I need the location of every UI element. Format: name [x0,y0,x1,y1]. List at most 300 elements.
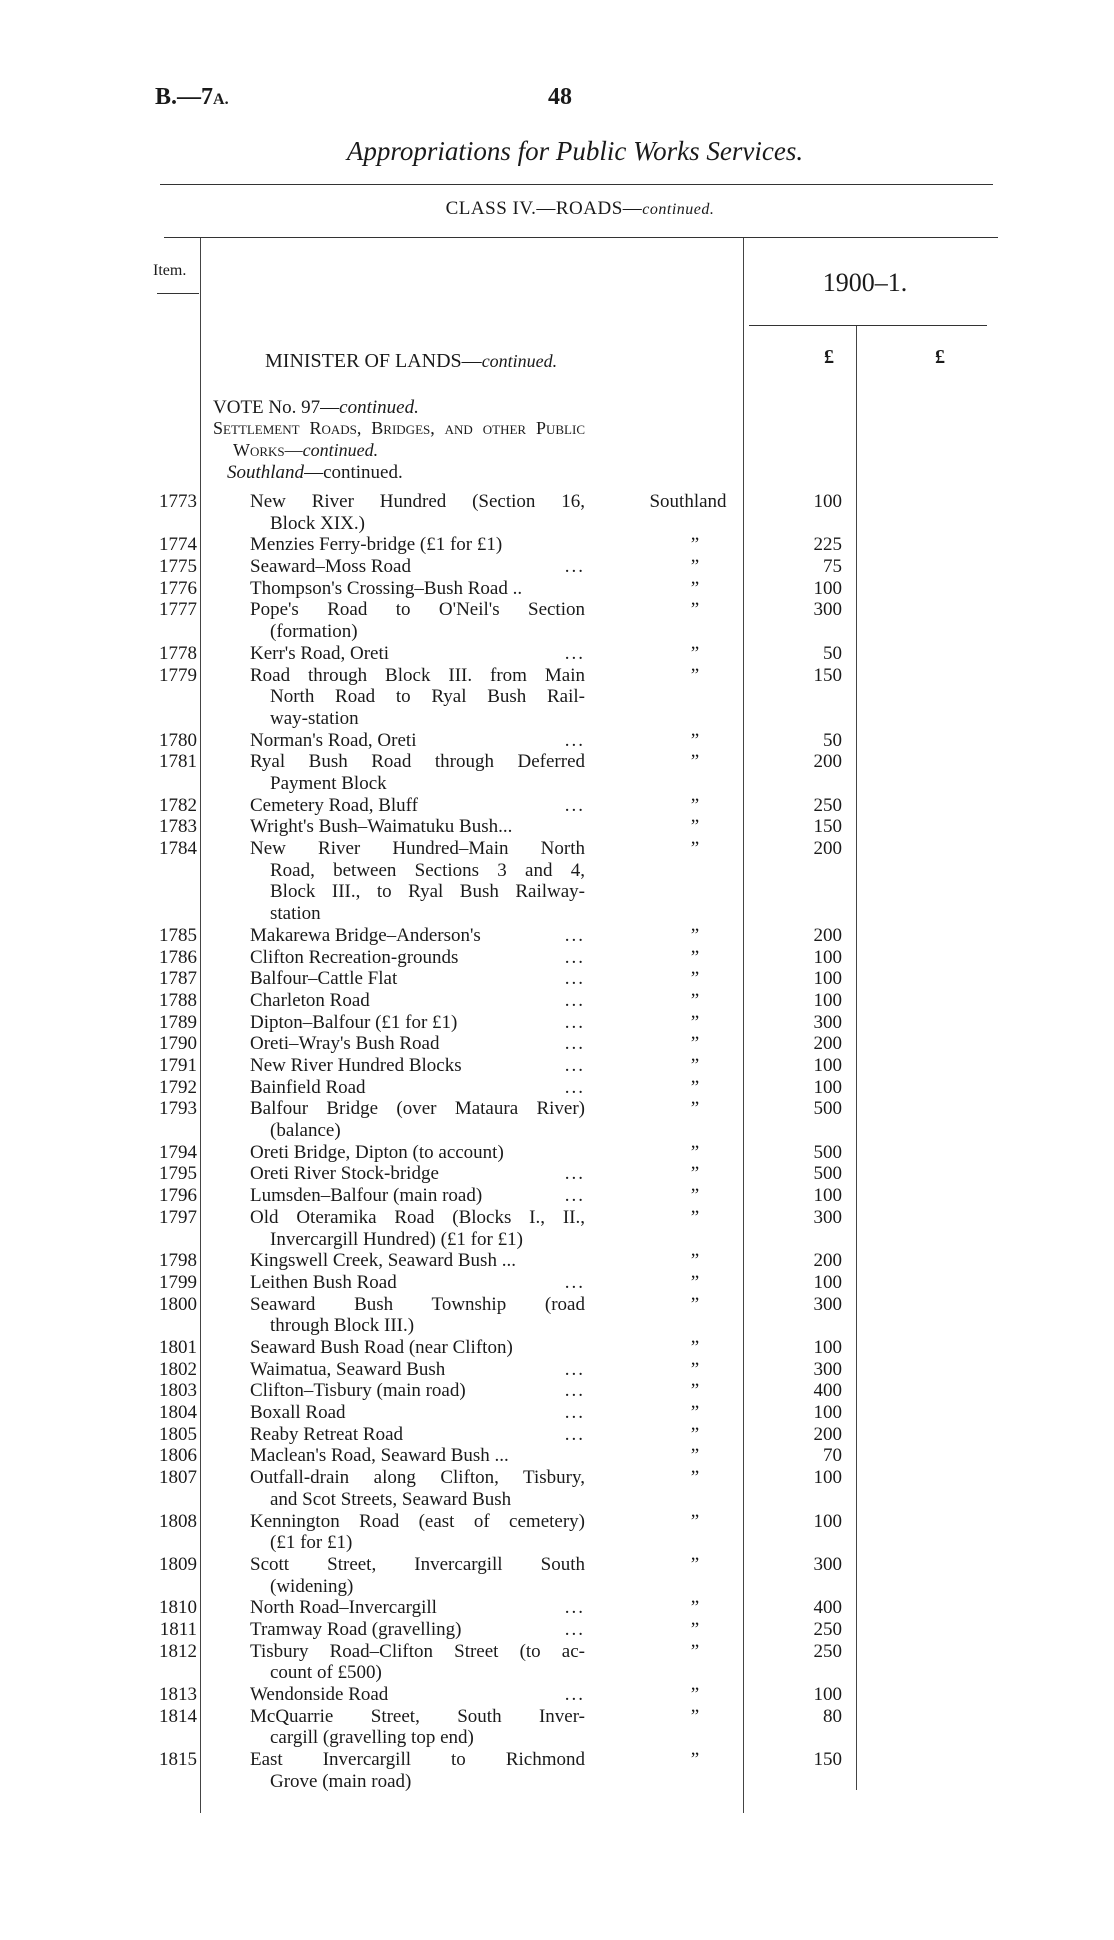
item-description [250,990,585,1012]
table-row [0,1641,1114,1684]
amount-1900-1: 150 [813,816,842,838]
class-title-suffix: continued. [642,201,715,218]
description-line: Seaward Bush Township (road [250,1293,585,1315]
item-column-header: Item. [153,262,187,279]
item-number: 1794 [159,1141,197,1163]
description-line: Old Oteramika Road (Blocks I., II., [250,1206,585,1228]
amount-1900-1: 300 [813,1011,842,1033]
amount-1900-1: 100 [813,1510,842,1532]
description-line: North Road–Invercargill [250,1597,437,1619]
description-line: New River Hundred–Main North [250,838,585,860]
table-row [0,556,1114,578]
table-row [0,534,1114,556]
page-title: Appropriations for Public Works Services. [346,136,804,166]
item-description [250,947,585,969]
item-number: 1795 [159,1163,197,1185]
table-row [0,730,1114,752]
item-description [250,795,585,817]
item-number: 1805 [159,1423,197,1445]
item-description [250,556,585,578]
item-description [250,643,585,665]
table-row [0,1597,1114,1619]
item-description [250,1033,585,1055]
item-number: 1782 [159,794,197,816]
item-number: 1813 [159,1684,197,1706]
table-row [0,1185,1114,1207]
county-name: ” [690,1011,700,1033]
document-code-suffix: A. [213,91,229,108]
item-description [250,925,585,947]
county-name: ” [690,1705,700,1727]
table-row [0,751,1114,794]
description-line: Seaward Bush Road (near Clifton) [250,1336,513,1358]
item-description [250,599,585,642]
table-row [0,643,1114,665]
description-line: Menzies Ferry-bridge (£1 for £1) [250,534,503,556]
description-line: Oreti–Wray's Bush Road [250,1033,440,1055]
amount-1900-1: 300 [813,1358,842,1380]
description-line: and Scot Streets, Seaward Bush [270,1488,512,1510]
description-line: Oreti Bridge, Dipton (to account) [250,1141,504,1163]
county-name: ” [690,1076,700,1098]
subhead-line-2-main: Works— [233,439,303,460]
description-line: Kerr's Road, Oreti [250,642,390,664]
item-description [250,1554,585,1597]
county-name: ” [690,534,700,556]
amount-1900-1: 300 [813,599,842,621]
description-line: Leithen Bush Road [250,1271,397,1293]
table-row [0,1337,1114,1359]
county-name: ” [690,794,700,816]
item-description [250,816,585,838]
leader-dots: ... [564,946,585,968]
county-name: ” [690,1597,700,1619]
item-description [250,1511,585,1554]
amount-1900-1: 100 [813,1467,842,1489]
table-row [0,1554,1114,1597]
description-line: Thompson's Crossing–Bush Road .. [250,577,523,599]
county-name: ” [690,642,700,664]
county-name: ” [690,968,700,990]
item-description [250,968,585,990]
leader-dots: ... [564,1033,585,1055]
item-description [250,1098,585,1141]
title-rule [160,184,993,185]
description-line: Wright's Bush–Waimatuku Bush... [250,816,513,838]
item-description [250,730,585,752]
amount-1900-1: 150 [813,664,842,686]
minister-heading-suffix: continued. [481,351,558,371]
amount-1900-1: 100 [813,968,842,990]
subhead-line-1: Settlement Roads, Bridges, and other Public [213,418,585,438]
description-line: Invercargill Hundred) (£1 for £1) [270,1228,523,1250]
item-description [250,578,585,600]
county-name: ” [690,1336,700,1358]
county-name: ” [690,838,700,860]
table-row [0,1402,1114,1424]
description-line: Cemetery Road, Bluff [250,794,418,816]
description-line: Kennington Road (east of cemetery) [250,1510,585,1532]
amount-1900-1: 500 [813,1098,842,1120]
item-number: 1788 [159,989,197,1011]
leader-dots: ... [564,1423,585,1445]
table-row [0,1272,1114,1294]
county-name: ” [690,1380,700,1402]
item-number: 1800 [159,1293,197,1315]
class-title-main: CLASS IV.—ROADS— [445,198,643,219]
minister-heading-main: MINISTER OF LANDS— [265,350,482,372]
county-name: ” [690,1445,700,1467]
table-row [0,1077,1114,1099]
table-row [0,1098,1114,1141]
table-row [0,968,1114,990]
leader-dots: ... [564,968,585,990]
amount-1900-1: 100 [813,1055,842,1076]
county-name: ” [690,1185,700,1207]
item-number: 1784 [159,838,197,860]
item-number: 1793 [159,1098,197,1120]
county-name: ” [690,946,700,968]
item-description [250,1424,585,1446]
description-line: Kingswell Creek, Seaward Bush ... [250,1250,516,1272]
item-number: 1775 [159,556,197,578]
item-number: 1781 [159,751,197,773]
county-name: ” [690,1271,700,1293]
item-description [250,534,585,556]
table-row [0,491,1114,534]
item-number: 1792 [159,1076,197,1098]
amount-1900-1: 200 [813,1033,842,1055]
county-name: ” [690,751,700,773]
table-row [0,925,1114,947]
amount-1900-1: 100 [813,1336,842,1358]
county-name: ” [690,1055,700,1076]
item-description [250,838,585,925]
description-line: Charleton Road [250,989,370,1011]
table-row [0,1684,1114,1706]
description-line: New River Hundred (Section 16, [250,491,585,512]
county-name: ” [690,1206,700,1228]
county-name: ” [690,577,700,599]
amount-1900-1: 100 [813,1271,842,1293]
amount-1900-1: 75 [823,556,842,578]
description-line: (formation) [270,621,358,643]
item-number: 1807 [159,1467,197,1489]
page-number: 48 [548,84,572,110]
item-number: 1804 [159,1402,197,1424]
amount-1900-1: 100 [813,491,842,512]
leader-dots: ... [564,794,585,816]
description-line: Lumsden–Balfour (main road) [250,1185,483,1207]
table-row [0,1033,1114,1055]
leader-dots: ... [564,729,585,751]
description-line: Balfour Bridge (over Mataura River) [250,1098,585,1120]
table-row [0,665,1114,730]
description-line: Road, between Sections 3 and 4, [270,859,585,881]
amount-1900-1: 250 [813,794,842,816]
leader-dots: ... [564,1185,585,1207]
item-description [250,1445,585,1467]
county-name: ” [690,924,700,946]
item-number: 1808 [159,1510,197,1532]
description-line: Pope's Road to O'Neil's Section [250,599,585,621]
county-name: ” [690,816,700,838]
description-line: Tramway Road (gravelling) [250,1618,462,1640]
item-description [250,1337,585,1359]
subhead-line-2 [213,440,585,462]
table-row [0,1012,1114,1034]
item-number: 1796 [159,1185,197,1207]
county-name: ” [690,1618,700,1640]
item-number: 1799 [159,1271,197,1293]
minister-heading [265,350,557,373]
amount-1900-1: 200 [813,751,842,773]
item-number: 1809 [159,1553,197,1575]
description-line: Dipton–Balfour (£1 for £1) [250,1011,458,1033]
item-number: 1811 [159,1618,197,1640]
amount-1900-1: 200 [813,924,842,946]
table-row [0,1359,1114,1381]
description-line: Outfall-drain along Clifton, Tisbury, [250,1467,585,1489]
item-number: 1798 [159,1250,197,1272]
item-description [250,1055,585,1077]
table-row [0,1250,1114,1272]
description-line: Maclean's Road, Seaward Bush ... [250,1445,509,1467]
table-row [0,599,1114,642]
description-line: through Block III.) [270,1315,415,1337]
item-number: 1787 [159,968,197,990]
county-name: ” [690,599,700,621]
county-name: ” [690,1358,700,1380]
item-description [250,1684,585,1706]
description-line: count of £500) [270,1662,382,1684]
amount-1900-1: 225 [813,534,842,556]
amount-1900-1: 100 [813,1185,842,1207]
item-description [250,751,585,794]
vote-heading [213,397,419,419]
item-description [250,1706,585,1749]
county-name: ” [690,664,700,686]
county-name: ” [690,1293,700,1315]
description-line: Road through Block III. from Main [250,664,585,686]
leader-dots: ... [564,1597,585,1619]
item-number: 1810 [159,1597,197,1619]
amount-1900-1: 100 [813,577,842,599]
description-line: Seaward–Moss Road [250,556,411,578]
description-line: cargill (gravelling top end) [270,1727,474,1749]
description-line: Norman's Road, Oreti [250,729,417,751]
item-description [250,1142,585,1164]
description-line: (balance) [270,1120,341,1142]
subhead [213,418,585,461]
description-line: Oreti River Stock-bridge [250,1163,439,1185]
description-line: Makarewa Bridge–Anderson's [250,924,481,946]
description-line: North Road to Ryal Bush Rail- [270,686,585,708]
county-name: ” [690,1467,700,1489]
item-description [250,665,585,730]
table-row [0,1207,1114,1250]
item-number: 1814 [159,1705,197,1727]
table-row [0,1511,1114,1554]
amount-1900-1: 100 [813,1684,842,1706]
item-description [250,491,585,534]
item-number: 1779 [159,664,197,686]
leader-dots: ... [564,1358,585,1380]
table-row [0,1163,1114,1185]
county-name: ” [690,1098,700,1120]
item-description [250,1250,585,1272]
table-row [0,1619,1114,1641]
county-name: ” [690,1250,700,1272]
item-number: 1786 [159,946,197,968]
table-row [0,795,1114,817]
amount-1900-1: 500 [813,1163,842,1185]
table-row [0,947,1114,969]
item-description [250,1207,585,1250]
amount-1900-1: 300 [813,1553,842,1575]
description-line: Clifton Recreation-grounds [250,946,459,968]
amount-1900-1: 400 [813,1380,842,1402]
table-row [0,1294,1114,1337]
table-row [0,578,1114,600]
leader-dots: ... [564,1402,585,1424]
amount-1900-1: 80 [823,1705,842,1727]
item-number: 1803 [159,1380,197,1402]
district-suffix: —continued. [304,462,403,483]
item-number: 1797 [159,1206,197,1228]
description-line: Ryal Bush Road through Deferred [250,751,585,773]
item-description [250,1380,585,1402]
county-name: ” [690,1684,700,1706]
description-line: Scott Street, Invercargill South [250,1553,585,1575]
county-name: ” [690,1423,700,1445]
item-number: 1801 [159,1336,197,1358]
leader-dots: ... [564,1618,585,1640]
description-line: Waimatua, Seaward Bush [250,1358,446,1380]
county-name: ” [690,1510,700,1532]
table-row [0,1424,1114,1446]
description-line: Bainfield Road [250,1076,366,1098]
item-number: 1776 [159,577,197,599]
amount-1900-1: 100 [813,989,842,1011]
description-line: New River Hundred Blocks [250,1055,462,1076]
currency-header-1: £ [824,346,834,368]
county-name: ” [690,1749,700,1771]
table-row [0,1749,1114,1792]
county-name: ” [690,729,700,751]
leader-dots: ... [564,556,585,578]
description-line: Reaby Retreat Road [250,1423,404,1445]
leader-dots: ... [564,989,585,1011]
item-description [250,1619,585,1641]
item-number: 1778 [159,642,197,664]
leader-dots: ... [564,1076,585,1098]
document-code-main: B.—7 [155,84,214,110]
item-description [250,1012,585,1034]
item-description [250,1641,585,1684]
amount-1900-1: 300 [813,1206,842,1228]
leader-dots: ... [564,1271,585,1293]
item-description [250,1402,585,1424]
table-row [0,1055,1114,1077]
item-description [250,1467,585,1510]
item-description [250,1749,585,1792]
county-name: ” [690,1163,700,1185]
item-description [250,1163,585,1185]
amount-1900-1: 200 [813,838,842,860]
subhead-suffix: continued. [302,439,379,460]
county-name: ” [690,989,700,1011]
county-name: ” [690,1141,700,1163]
item-number: 1780 [159,729,197,751]
county-name: ” [690,1033,700,1055]
description-line: Wendonside Road [250,1684,389,1706]
table-row [0,1445,1114,1467]
description-line: East Invercargill to Richmond [250,1749,585,1771]
description-line: Grove (main road) [270,1770,412,1792]
leader-dots: ... [564,924,585,946]
table-row [0,838,1114,925]
amount-1900-1: 400 [813,1597,842,1619]
amount-1900-1: 70 [823,1445,842,1467]
amount-1900-1: 150 [813,1749,842,1771]
description-line: Block III., to Ryal Bush Railway- [270,881,585,903]
vote-heading-main: VOTE No. 97— [213,397,340,418]
leader-dots: ... [564,1684,585,1706]
leader-dots: ... [564,642,585,664]
county-name: ” [690,1640,700,1662]
item-number: 1802 [159,1358,197,1380]
item-number: 1785 [159,924,197,946]
amount-1900-1: 50 [823,642,842,664]
amount-1900-1: 50 [823,729,842,751]
amount-1900-1: 300 [813,1293,842,1315]
description-line: way-station [270,707,359,729]
district-name: Southland [227,462,305,483]
table-row [0,816,1114,838]
description-line: Tisbury Road–Clifton Street (to ac- [250,1640,585,1662]
leader-dots: ... [564,1163,585,1185]
amount-1900-1: 100 [813,1402,842,1424]
county-name: Southland [649,491,727,512]
currency-header-2: £ [935,346,945,368]
item-description [250,1077,585,1099]
item-description [250,1359,585,1381]
description-line: Payment Block [270,773,387,795]
class-title [0,198,1114,220]
leader-dots: ... [564,1055,585,1076]
item-number: 1791 [159,1055,197,1076]
vote-heading-suffix: continued. [339,397,419,418]
leader-dots: ... [564,1380,585,1402]
year-header-rule [749,325,987,326]
amount-1900-1: 250 [813,1640,842,1662]
document-code [155,84,229,111]
amount-1900-1: 200 [813,1250,842,1272]
description-line: station [270,903,321,925]
description-line: McQuarrie Street, South Inver- [250,1705,585,1727]
amount-1900-1: 100 [813,1076,842,1098]
description-line: Boxall Road [250,1402,346,1424]
county-name: ” [690,556,700,578]
item-number: 1812 [159,1640,197,1662]
county-name: ” [690,1402,700,1424]
table-row [0,1380,1114,1402]
item-number: 1789 [159,1011,197,1033]
item-number: 1774 [159,534,197,556]
amount-1900-1: 250 [813,1618,842,1640]
leader-dots: ... [564,1011,585,1033]
